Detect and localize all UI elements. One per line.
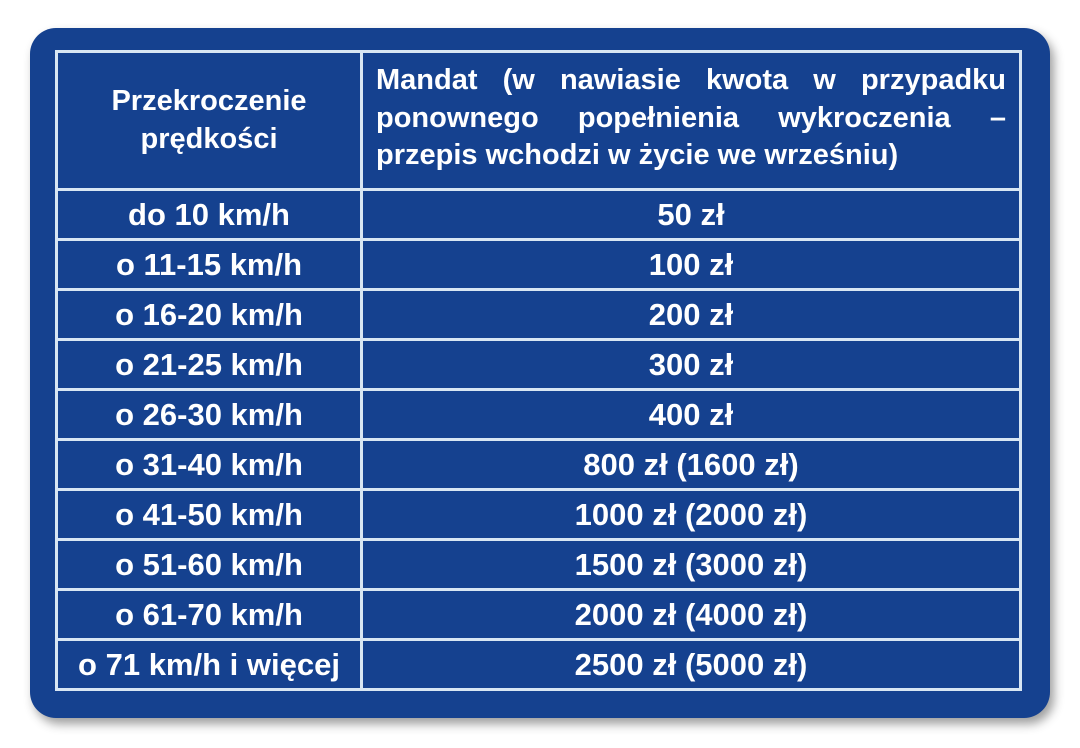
table-row [57, 640, 1021, 690]
speed-cell: o 51-60 km/h [57, 540, 362, 590]
fine-cell: 100 zł [362, 240, 1021, 290]
fine-cell: 1500 zł (3000 zł) [362, 540, 1021, 590]
speed-cell: o 41-50 km/h [57, 490, 362, 540]
speeding-fines-table [55, 50, 1022, 691]
header-fine-column: Mandat (w nawiasie kwota w przypadku ponownego popełnienia wykroczenia – przepis wchodzi w życie we wrześniu) [362, 52, 1021, 190]
speed-cell: do 10 km/h [57, 190, 362, 240]
table-row [57, 390, 1021, 440]
header-speed-column: Przekroczenie prędkości [57, 52, 362, 190]
table-row [57, 540, 1021, 590]
speed-cell: o 71 km/h i więcej [57, 640, 362, 690]
fine-cell: 200 zł [362, 290, 1021, 340]
table-row [57, 290, 1021, 340]
speed-cell: o 31-40 km/h [57, 440, 362, 490]
table-row [57, 340, 1021, 390]
speed-cell: o 11-15 km/h [57, 240, 362, 290]
fine-cell: 50 zł [362, 190, 1021, 240]
table-row [57, 440, 1021, 490]
table-row [57, 240, 1021, 290]
fine-cell: 300 zł [362, 340, 1021, 390]
fine-cell: 800 zł (1600 zł) [362, 440, 1021, 490]
fine-cell: 400 zł [362, 390, 1021, 440]
speed-cell: o 21-25 km/h [57, 340, 362, 390]
speed-cell: o 16-20 km/h [57, 290, 362, 340]
table-body [57, 190, 1021, 690]
table-row [57, 190, 1021, 240]
speeding-fines-sign-panel [30, 28, 1050, 718]
table-header [57, 52, 1021, 190]
fine-cell: 2500 zł (5000 zł) [362, 640, 1021, 690]
table-row [57, 490, 1021, 540]
fine-cell: 2000 zł (4000 zł) [362, 590, 1021, 640]
speed-cell: o 26-30 km/h [57, 390, 362, 440]
header-row [57, 52, 1021, 190]
fine-cell: 1000 zł (2000 zł) [362, 490, 1021, 540]
table-row [57, 590, 1021, 640]
speed-cell: o 61-70 km/h [57, 590, 362, 640]
